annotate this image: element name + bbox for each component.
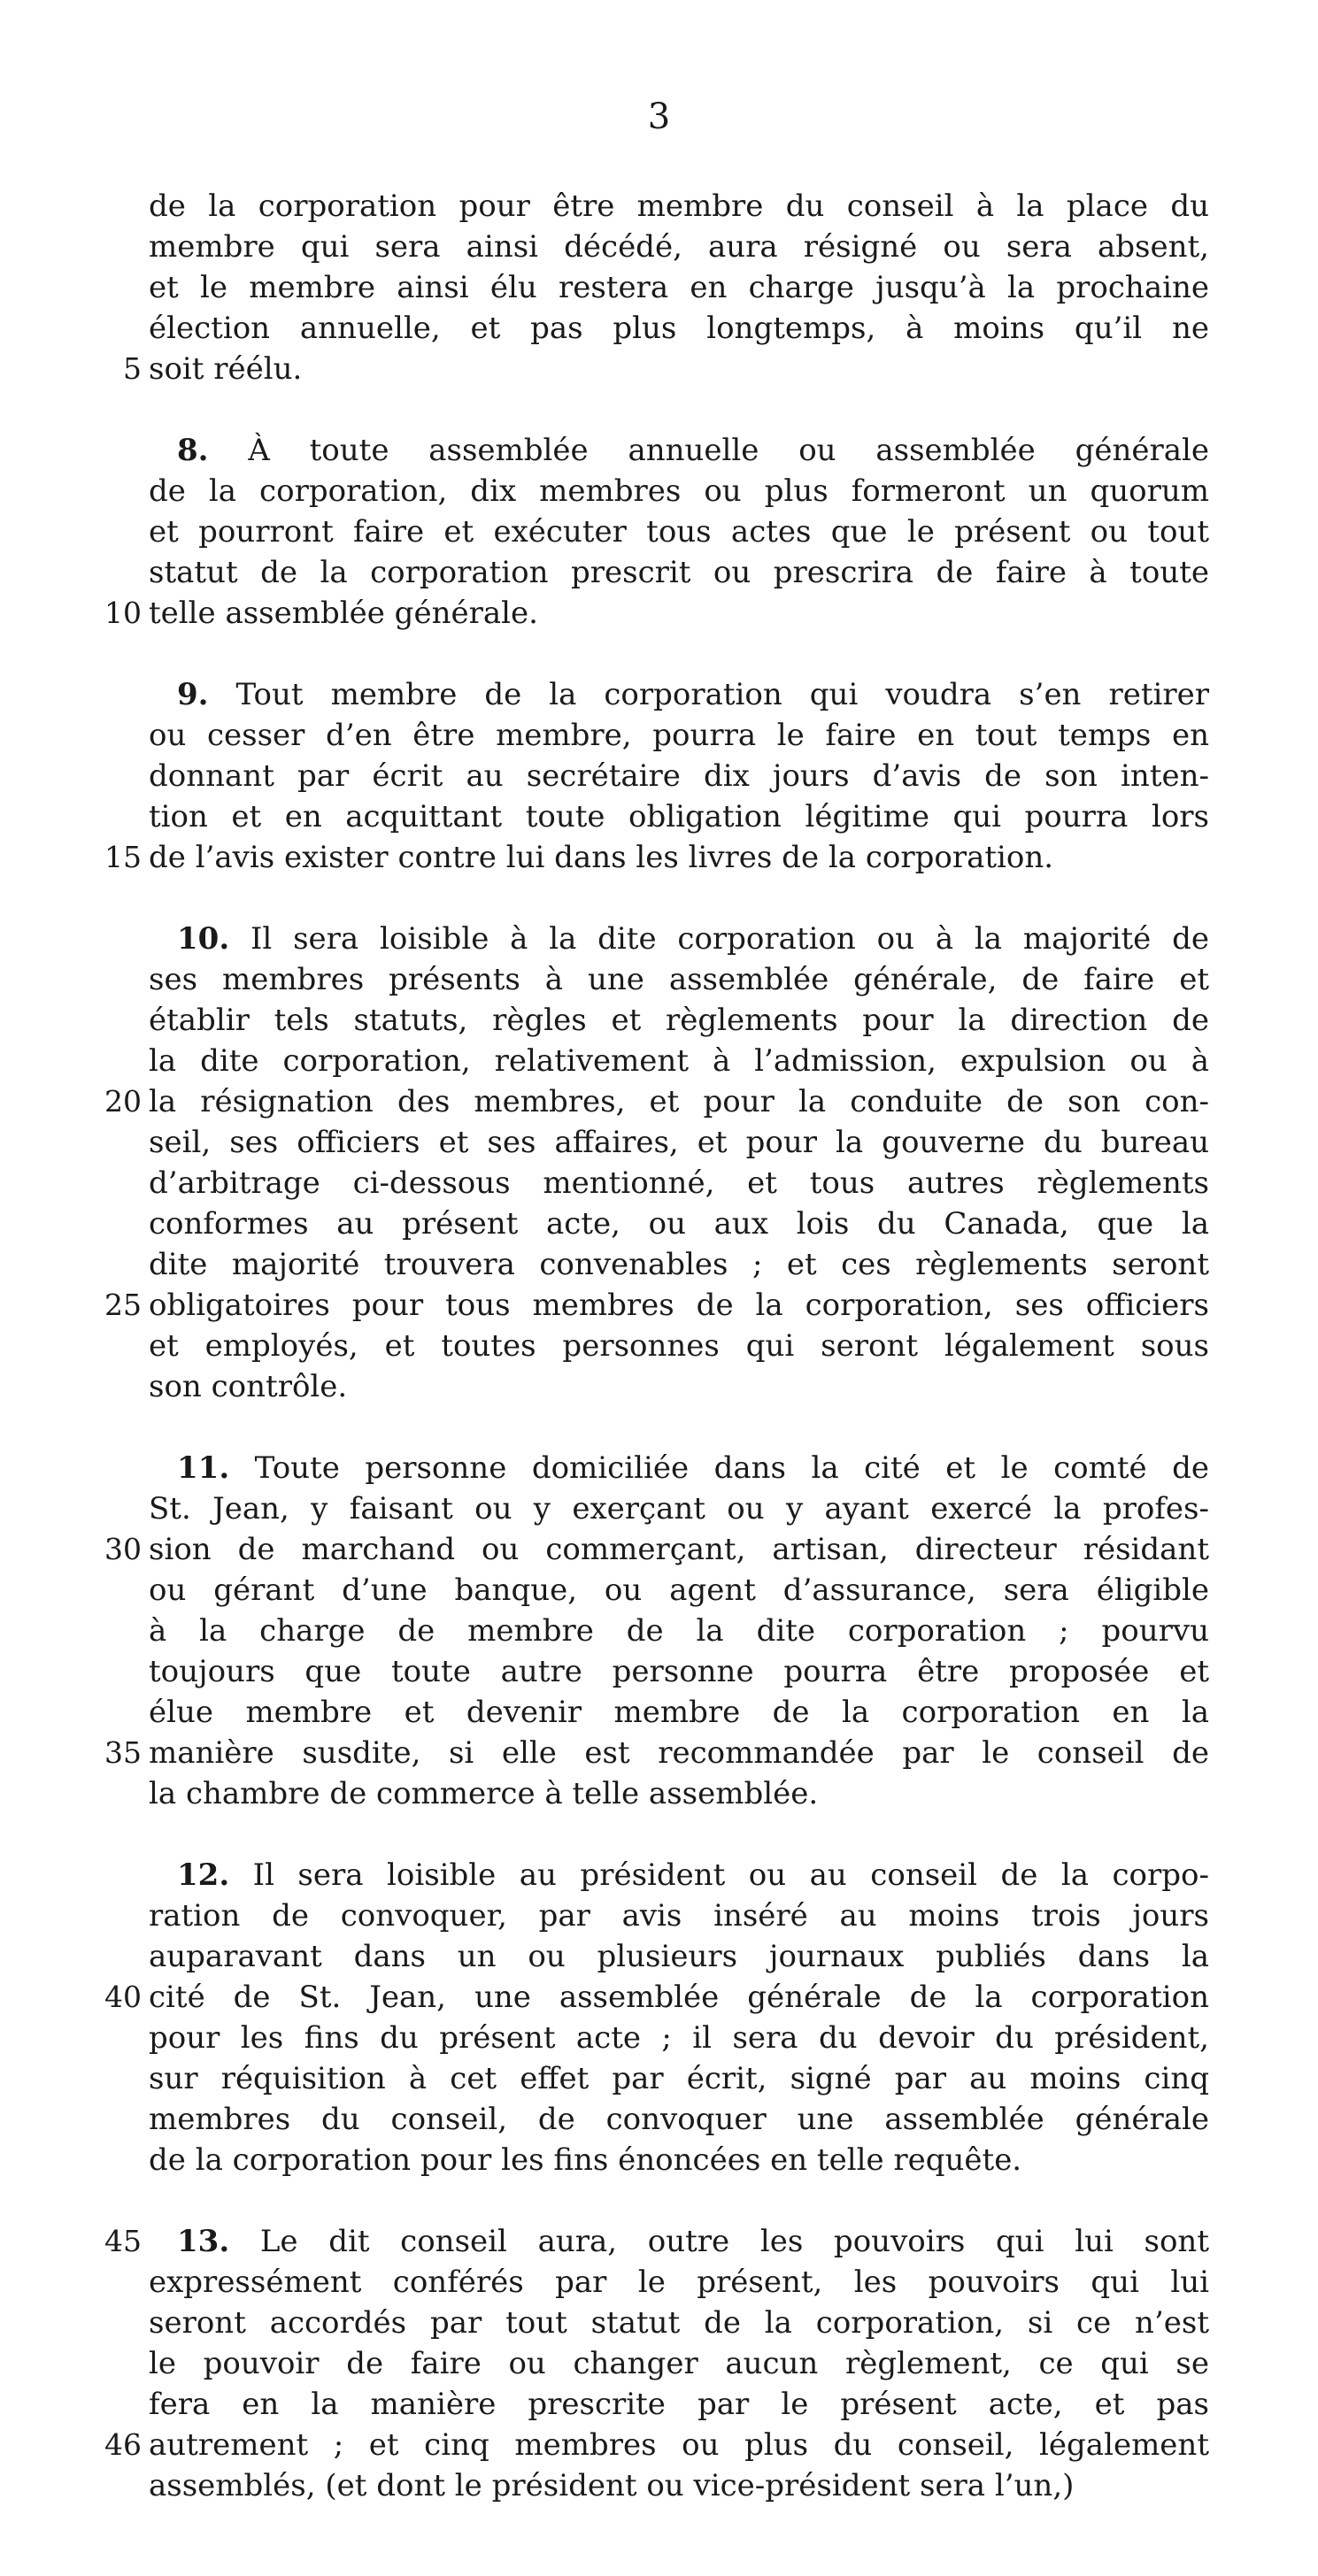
line-content: assemblés, (et dont le président ou vice-président sera l’un,)	[149, 2468, 1075, 2503]
line-content: ou cesser d’en être membre, pourra le faire en tout temps en	[149, 718, 1209, 753]
line-content: ou gérant d’une banque, ou agent d’assurance, sera éligible	[149, 1573, 1209, 1608]
line-content: son contrôle.	[149, 1369, 348, 1404]
text-line	[0, 1611, 1318, 1651]
paragraph	[0, 1448, 1318, 1814]
paragraph-gap	[0, 2180, 1318, 2221]
line-content: autrement ; et cinq membres ou plus du conseil, légalement	[149, 2427, 1209, 2463]
line-text	[149, 227, 1209, 267]
line-content: expressément conférés par le présent, les pouvoirs qui lui	[149, 2265, 1209, 2300]
line-content: telle assemblée générale.	[149, 596, 538, 631]
line-text	[177, 430, 1209, 471]
line-content: d’arbitrage ci-dessous mentionné, et tous autres règlements	[149, 1165, 1209, 1201]
line-text	[149, 1244, 1209, 1285]
line-number: 20	[104, 1084, 142, 1119]
text-line	[0, 471, 1318, 511]
paragraph-gap	[0, 878, 1318, 919]
text-line	[0, 2140, 1318, 2180]
text-line	[0, 430, 1318, 471]
line-content: la dite corporation, relativement à l’admission, expulsion ou à	[149, 1043, 1209, 1079]
line-content: statut de la corporation prescrit ou prescrira de faire à toute	[149, 555, 1209, 590]
line-text	[177, 919, 1209, 959]
line-content: la résignation des membres, et pour la conduite de son con-	[149, 1084, 1209, 1119]
text-line	[0, 2425, 1318, 2465]
line-text	[149, 1285, 1209, 1326]
line-content: et le membre ainsi élu restera en charge jusqu’à la prochaine	[149, 270, 1209, 305]
text-line	[0, 1895, 1318, 1936]
line-text	[149, 2384, 1209, 2425]
text-line	[0, 1366, 1318, 1407]
line-text	[149, 1366, 1209, 1407]
line-text	[149, 2465, 1209, 2506]
text-line	[0, 1081, 1318, 1122]
text-line	[0, 1936, 1318, 1977]
text-line	[0, 1041, 1318, 1081]
line-content: Il sera loisible à la dite corporation ou à la majorité de	[250, 921, 1209, 957]
text-line	[0, 1855, 1318, 1895]
text-line	[0, 1651, 1318, 1692]
text-line	[0, 1000, 1318, 1041]
text-line	[0, 919, 1318, 959]
text-line	[0, 715, 1318, 756]
text-line	[0, 227, 1318, 267]
text-line	[0, 2262, 1318, 2303]
line-text	[149, 2140, 1209, 2180]
text-line	[0, 1733, 1318, 1773]
text-line	[0, 2058, 1318, 2099]
line-content: de l’avis exister contre lui dans les livres de la corporation.	[149, 840, 1054, 875]
document-body	[0, 186, 1318, 2506]
line-content: et employés, et toutes personnes qui seront légalement sous	[149, 1328, 1209, 1364]
line-text	[149, 471, 1209, 511]
text-line	[0, 837, 1318, 878]
line-text	[149, 1570, 1209, 1611]
line-text	[149, 1773, 1209, 1814]
line-content: et pourront faire et exécuter tous actes que le présent ou tout	[149, 514, 1209, 550]
line-text	[177, 2221, 1209, 2262]
paragraph	[0, 674, 1318, 878]
text-line	[0, 2384, 1318, 2425]
line-content: toujours que toute autre personne pourra être proposée et	[149, 1654, 1209, 1689]
paragraph	[0, 186, 1318, 389]
line-text	[149, 267, 1209, 308]
line-content: obligatoires pour tous membres de la corporation, ses officiers	[149, 1288, 1209, 1323]
text-line	[0, 267, 1318, 308]
line-content: À toute assemblée annuelle ou assemblée générale	[248, 433, 1209, 468]
text-line	[0, 2018, 1318, 2058]
line-text	[149, 796, 1209, 837]
text-line	[0, 2465, 1318, 2506]
section-number: 13.	[177, 2224, 230, 2259]
line-text	[149, 1163, 1209, 1203]
text-line	[0, 796, 1318, 837]
text-line	[0, 186, 1318, 227]
section-number: 12.	[177, 1857, 230, 1893]
text-line	[0, 349, 1318, 389]
text-line	[0, 1692, 1318, 1733]
text-line	[0, 1773, 1318, 1814]
text-line	[0, 1285, 1318, 1326]
line-content: de la corporation pour les fins énoncées en telle requête.	[149, 2142, 1022, 2178]
line-number: 5	[123, 351, 142, 386]
line-text	[149, 1041, 1209, 1081]
line-content: membre qui sera ainsi décédé, aura résigné ou sera absent,	[149, 229, 1209, 265]
line-text	[149, 1000, 1209, 1041]
line-content: auparavant dans un ou plusieurs journaux publiés dans la	[149, 1939, 1209, 1974]
line-text	[149, 837, 1209, 878]
paragraph-gap	[0, 634, 1318, 674]
section-number: 10.	[177, 921, 230, 957]
page-number: 3	[647, 96, 671, 137]
text-line	[0, 2221, 1318, 2262]
line-content: seil, ses officiers et ses affaires, et pour la gouverne du bureau	[149, 1125, 1209, 1160]
line-number: 30	[104, 1532, 142, 1566]
line-content: à la charge de membre de la dite corporation ; pourvu	[149, 1613, 1209, 1649]
text-line	[0, 1977, 1318, 2018]
line-text	[177, 674, 1209, 715]
section-number: 9.	[177, 677, 209, 712]
line-number: 45	[104, 2224, 142, 2258]
paragraph	[0, 2221, 1318, 2506]
line-text	[149, 1611, 1209, 1651]
text-line	[0, 959, 1318, 1000]
text-line	[0, 1448, 1318, 1488]
line-text	[149, 552, 1209, 593]
line-content: la chambre de commerce à telle assemblée.	[149, 1776, 819, 1811]
line-content: membres du conseil, de convoquer une assemblée générale	[149, 2102, 1209, 2137]
line-number: 40	[104, 1980, 142, 2014]
line-text	[149, 349, 1209, 389]
line-text	[149, 1733, 1209, 1773]
paragraph-gap	[0, 389, 1318, 430]
text-line	[0, 308, 1318, 349]
line-text	[149, 186, 1209, 227]
text-line	[0, 1203, 1318, 1244]
line-content: pour les fins du présent acte ; il sera du devoir du président,	[149, 2020, 1209, 2056]
line-text	[149, 1895, 1209, 1936]
line-text	[149, 1326, 1209, 1366]
text-line	[0, 552, 1318, 593]
line-number: 46	[104, 2427, 142, 2462]
line-text	[149, 2018, 1209, 2058]
line-text	[177, 1855, 1209, 1895]
line-content: de la corporation pour être membre du conseil à la place du	[149, 188, 1209, 224]
line-text	[149, 2099, 1209, 2140]
text-line	[0, 593, 1318, 634]
line-content: ses membres présents à une assemblée générale, de faire et	[149, 962, 1209, 997]
line-number: 25	[104, 1288, 142, 1322]
line-content: de la corporation, dix membres ou plus formeront un quorum	[149, 473, 1209, 509]
section-number: 8.	[177, 433, 209, 468]
text-line	[0, 511, 1318, 552]
paragraph	[0, 430, 1318, 634]
line-text	[149, 1488, 1209, 1529]
line-content: sur réquisition à cet effet par écrit, signé par au moins cinq	[149, 2061, 1209, 2096]
line-content: fera en la manière prescrite par le présent acte, et pas	[149, 2387, 1209, 2422]
text-line	[0, 2343, 1318, 2384]
line-text	[177, 1448, 1209, 1488]
text-line	[0, 1163, 1318, 1203]
line-content: manière susdite, si elle est recommandée par le conseil de	[149, 1735, 1209, 1771]
line-text	[149, 959, 1209, 1000]
text-line	[0, 1529, 1318, 1570]
line-number: 15	[104, 840, 142, 874]
text-line	[0, 1244, 1318, 1285]
line-text	[149, 756, 1209, 796]
line-content: ration de convoquer, par avis inséré au moins trois jours	[149, 1898, 1209, 1934]
line-content: établir tels statuts, règles et règlements pour la direction de	[149, 1003, 1209, 1038]
text-line	[0, 1326, 1318, 1366]
line-content: dite majorité trouvera convenables ; et ces règlements seront	[149, 1247, 1209, 1282]
line-text	[149, 593, 1209, 634]
line-text	[149, 2343, 1209, 2384]
line-text	[149, 511, 1209, 552]
paragraph-gap	[0, 1407, 1318, 1448]
text-line	[0, 2303, 1318, 2343]
line-text	[149, 1203, 1209, 1244]
line-text	[149, 2303, 1209, 2343]
line-text	[149, 1122, 1209, 1163]
line-content: Tout membre de la corporation qui voudra s’en retirer	[235, 677, 1209, 712]
line-text	[149, 2425, 1209, 2465]
text-line	[0, 1488, 1318, 1529]
line-content: sion de marchand ou commerçant, artisan, directeur résidant	[149, 1532, 1209, 1567]
line-content: donnant par écrit au secrétaire dix jours d’avis de son inten-	[149, 758, 1209, 794]
line-content: Le dit conseil aura, outre les pouvoirs qui lui sont	[259, 2224, 1209, 2259]
paragraph	[0, 919, 1318, 1407]
paragraph-gap	[0, 1814, 1318, 1855]
line-content: conformes au présent acte, ou aux lois du Canada, que la	[149, 1206, 1209, 1242]
text-line	[0, 1122, 1318, 1163]
line-content: élue membre et devenir membre de la corporation en la	[149, 1695, 1209, 1730]
line-text	[149, 1977, 1209, 2018]
line-text	[149, 715, 1209, 756]
line-number: 35	[104, 1735, 142, 1770]
line-content: Toute personne domiciliée dans la cité et le comté de	[254, 1450, 1209, 1486]
line-content: St. Jean, y faisant ou y exerçant ou y ayant exercé la profes-	[149, 1491, 1209, 1526]
line-text	[149, 1529, 1209, 1570]
line-content: élection annuelle, et pas plus longtemps, à moins qu’il ne	[149, 311, 1209, 346]
line-content: seront accordés par tout statut de la corporation, si ce n’est	[149, 2305, 1209, 2341]
line-text	[149, 2262, 1209, 2303]
text-line	[0, 756, 1318, 796]
line-content: Il sera loisible au président ou au conseil de la corpo-	[252, 1857, 1209, 1893]
line-number: 10	[104, 596, 142, 630]
line-content: soit réélu.	[149, 351, 303, 387]
text-line	[0, 1570, 1318, 1611]
line-text	[149, 1081, 1209, 1122]
text-line	[0, 674, 1318, 715]
line-text	[149, 1692, 1209, 1733]
line-content: tion et en acquittant toute obligation légitime qui pourra lors	[149, 799, 1209, 834]
text-line	[0, 2099, 1318, 2140]
line-content: le pouvoir de faire ou changer aucun règlement, ce qui se	[149, 2346, 1209, 2381]
line-text	[149, 1936, 1209, 1977]
line-text	[149, 1651, 1209, 1692]
section-number: 11.	[177, 1450, 230, 1486]
line-text	[149, 308, 1209, 349]
paragraph	[0, 1855, 1318, 2180]
line-text	[149, 2058, 1209, 2099]
line-content: cité de St. Jean, une assemblée générale de la corporation	[149, 1980, 1209, 2015]
